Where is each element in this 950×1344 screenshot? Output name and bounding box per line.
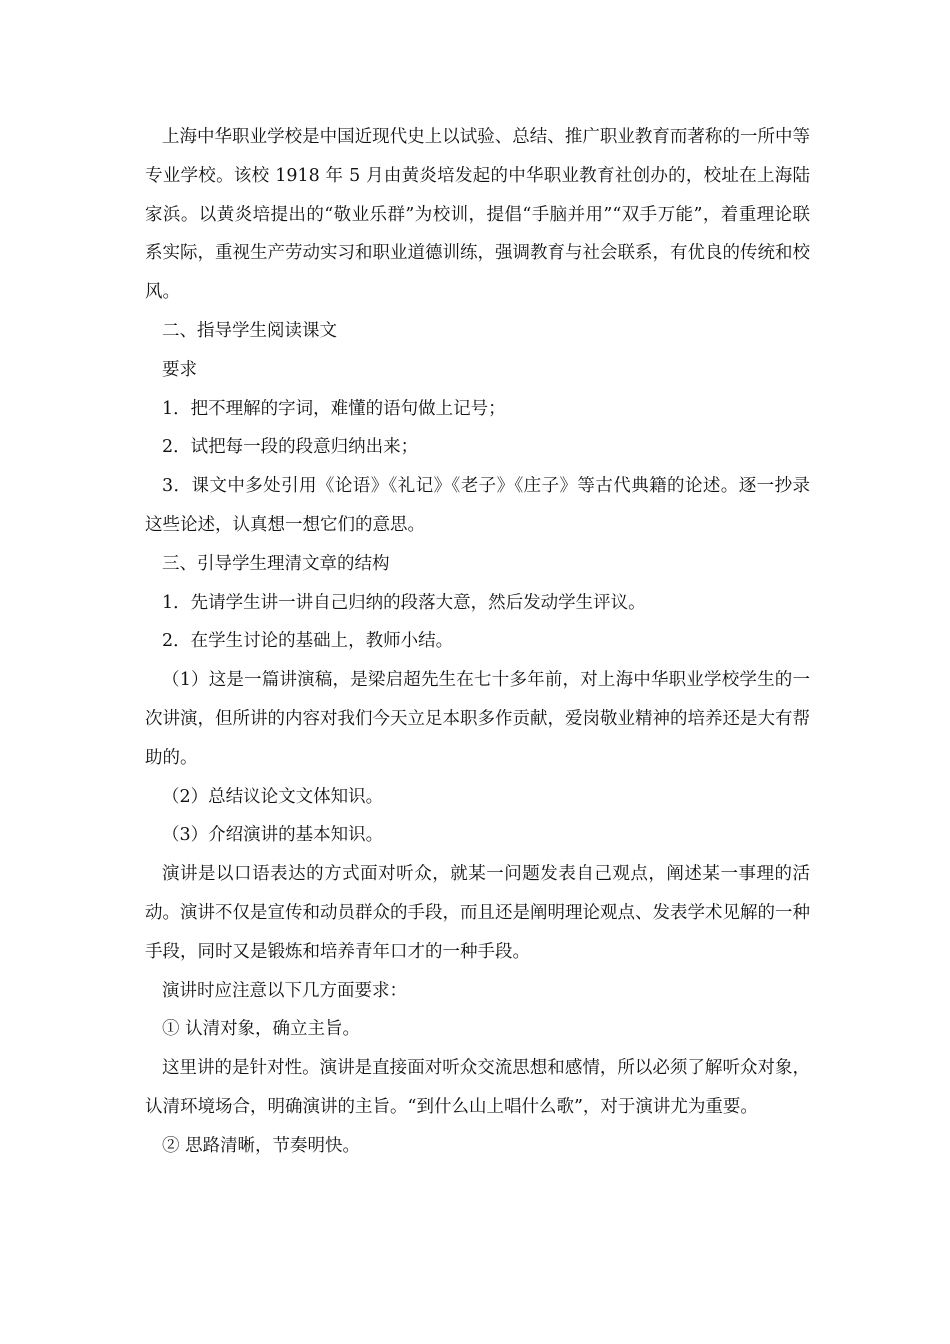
document-body <box>145 118 810 1166</box>
requirement-item: ② 思路清晰，节奏明快。 <box>162 1135 361 1156</box>
section-heading-structure: 三、引导学生理清文章的结构 <box>162 553 390 574</box>
requirements-label: 要求 <box>162 359 197 380</box>
list-item: 1．把不理解的字词，难懂的语句做上记号； <box>162 398 506 419</box>
paragraph-school-intro: 上海中华职业学校是中国近现代史上以试验、总结、推广职业教育而著称的一所中等专业学校。该校 1918 年 5 月由黄炎培发起的中华职业教育社创办的，校址在上海陆家浜。以黄炎培提出的“敬业乐群”为校训，提倡“手脑并用”“双手万能”，着重理论联系实际，重视生产劳动实习和职业道德训练，强调教育与社会联系，有优良的传统和校风。 <box>145 127 810 303</box>
paragraph-speech-requirements: 演讲时应注意以下几方面要求： <box>162 980 407 1001</box>
list-item: 2．在学生讨论的基础上，教师小结。 <box>162 631 454 652</box>
list-item: 1．先请学生讲一讲自己归纳的段落大意，然后发动学生评议。 <box>162 592 646 613</box>
summary-point: （3）介绍演讲的基本知识。 <box>162 825 384 846</box>
section-heading-reading: 二、指导学生阅读课文 <box>162 320 337 341</box>
list-item: 3．课文中多处引用《论语》《礼记》《老子》《庄子》等古代典籍的论述。逐一抄录这些论述，认真想一想它们的意思。 <box>145 476 810 535</box>
requirement-item: ① 认清对象，确立主旨。 <box>162 1019 361 1040</box>
paragraph-speech-definition: 演讲是以口语表达的方式面对听众，就某一问题发表自己观点，阐述某一事理的活动。演讲不仅是宣传和动员群众的手段，而且还是阐明理论观点、发表学术见解的一种手段，同时又是锻炼和培养青年口才的一种手段。 <box>145 864 810 962</box>
paragraph-targeting: 这里讲的是针对性。演讲是直接面对听众交流思想和感情，所以必须了解听众对象，认清环境场合，明确演讲的主旨。“到什么山上唱什么歌”，对于演讲尤为重要。 <box>145 1058 810 1117</box>
summary-point: （2）总结议论文文体知识。 <box>162 786 384 807</box>
list-item: 2．试把每一段的段意归纳出来； <box>162 437 419 458</box>
summary-point: （1）这是一篇讲演稿，是梁启超先生在七十多年前，对上海中华职业学校学生的一次讲演，但所讲的内容对我们今天立足本职多作贡献，爱岗敬业精神的培养还是大有帮助的。 <box>145 670 810 768</box>
